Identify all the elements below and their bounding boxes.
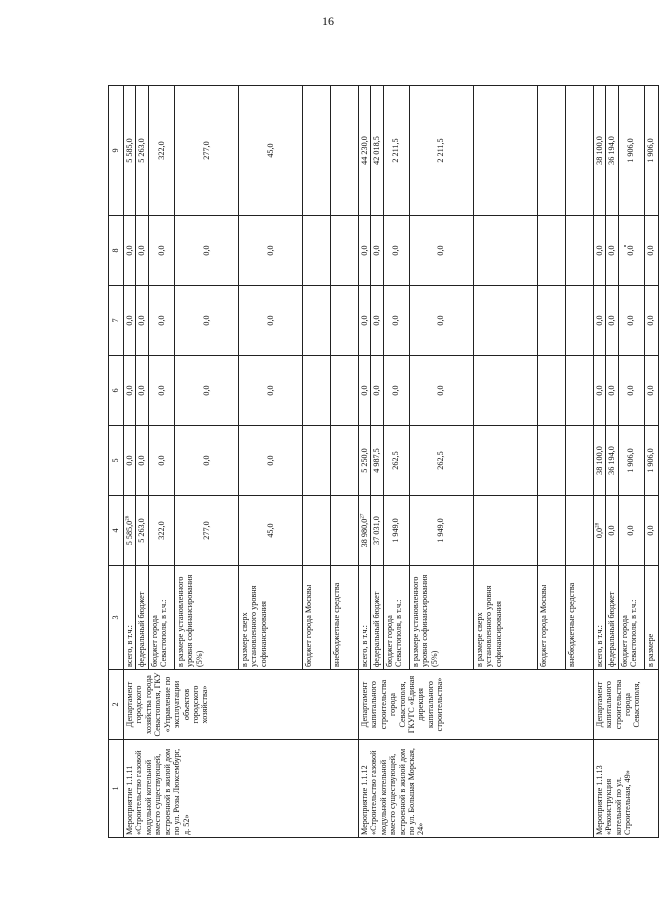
value-cell — [565, 356, 593, 426]
value-cell: 38 100,0 — [593, 86, 605, 216]
value-text: 1 949,0 — [436, 518, 446, 543]
value-cell: 1 906,0 — [644, 426, 658, 496]
activity-name: Мероприятие 1.1.13 «Реконструкция котельной по ул. Строительная, 49» — [593, 740, 658, 838]
funding-source: бюджет города Севастополя, в т.ч.: — [148, 566, 174, 670]
value-cell-total — [148, 496, 174, 566]
value-text: 0,0 — [626, 525, 636, 536]
value-cell: 0,0 — [593, 216, 605, 286]
footnote-marker: 26 — [125, 515, 131, 521]
value-cell-total — [371, 496, 383, 566]
funding-source: в размере сверх установленного уровня софинансирования — [238, 566, 302, 670]
value-cell: 0,0 — [238, 356, 302, 426]
scan-speck — [624, 245, 626, 247]
value-cell-total — [618, 496, 644, 566]
value-cell-total — [358, 496, 370, 566]
funding-table — [108, 85, 659, 838]
value-text: 5 585,0 — [125, 520, 134, 546]
value-cell: 44 230,0 — [358, 86, 370, 216]
value-cell: 0,0 — [136, 286, 148, 356]
value-cell: 0,0 — [644, 216, 658, 286]
value-cell: 0,0 — [136, 216, 148, 286]
value-cell-total — [473, 496, 537, 566]
value-text: 38 980,0 — [359, 518, 369, 548]
value-text: 0,0 — [607, 525, 617, 536]
value-cell-total — [330, 496, 358, 566]
value-cell: 2 211,5 — [383, 86, 409, 216]
column-number: 3 — [109, 566, 124, 670]
funding-source: всего, в т.ч.: — [124, 566, 136, 670]
value-cell: 0,0 — [358, 216, 370, 286]
value-cell — [330, 86, 358, 216]
value-cell: 42 018,5 — [371, 86, 383, 216]
column-number: 2 — [109, 670, 124, 740]
value-cell: 2 211,5 — [409, 86, 473, 216]
value-text: 322,0 — [156, 521, 166, 540]
value-cell: 0,0 — [174, 356, 238, 426]
value-cell: 0,0 — [124, 356, 136, 426]
value-cell-total — [174, 496, 238, 566]
value-cell: 262,5 — [383, 426, 409, 496]
value-cell: 0,0 — [383, 356, 409, 426]
funding-source: бюджет города Москвы — [537, 566, 565, 670]
responsible-executor: Департамент капитального строительства города Севастополя, ГКУГС «Единая дирекция капитального строительства» — [358, 670, 593, 740]
value-cell — [302, 86, 330, 216]
funding-source: в размере установленного уровня софинансирования (5%) — [174, 566, 238, 670]
funding-source: бюджет города Севастополя, в т.ч.: — [618, 566, 644, 670]
value-cell: 0,0 — [606, 286, 618, 356]
funding-source: в размере установленного уровня софинансирования (5%) — [409, 566, 473, 670]
table-body — [124, 86, 659, 838]
value-cell-total — [302, 496, 330, 566]
value-cell: 0,0 — [644, 356, 658, 426]
value-cell — [302, 216, 330, 286]
value-cell: 1 906,0 — [618, 426, 644, 496]
value-cell: 0,0 — [238, 286, 302, 356]
value-cell: 0,0 — [174, 216, 238, 286]
value-cell: 36 194,0 — [606, 86, 618, 216]
value-cell: 0,0 — [618, 356, 644, 426]
funding-source: в размере — [644, 566, 658, 670]
value-cell: 262,5 — [409, 426, 473, 496]
value-cell-total — [537, 496, 565, 566]
value-cell: 38 100,0 — [593, 426, 605, 496]
value-cell — [330, 286, 358, 356]
value-cell — [302, 356, 330, 426]
table-row — [358, 86, 370, 838]
value-cell: 0,0 — [593, 286, 605, 356]
value-cell: 0,0 — [136, 356, 148, 426]
value-text: 0,0 — [646, 525, 656, 536]
column-number: 9 — [109, 86, 124, 216]
value-cell — [537, 216, 565, 286]
value-text: 1 949,0 — [391, 518, 401, 543]
value-cell-total — [606, 496, 618, 566]
value-cell: 0,0 — [593, 356, 605, 426]
value-cell — [537, 86, 565, 216]
value-cell — [565, 216, 593, 286]
value-cell-total — [644, 496, 658, 566]
value-text: 45,0 — [265, 523, 275, 538]
value-cell: 277,0 — [174, 86, 238, 216]
value-cell — [473, 286, 537, 356]
value-cell — [473, 426, 537, 496]
value-cell-total — [593, 496, 605, 566]
value-cell-total — [136, 496, 148, 566]
column-number: 6 — [109, 356, 124, 426]
footnote-marker: 27 — [360, 513, 366, 519]
value-cell: 0,0 — [136, 426, 148, 496]
value-cell-total — [565, 496, 593, 566]
funding-source: в размере сверх установленного уровня софинансирования — [473, 566, 537, 670]
value-cell: 1 906,0 — [644, 86, 658, 216]
responsible-executor: Департамент капитального строительства города Севастополя, — [593, 670, 658, 740]
value-cell: 0,0 — [606, 356, 618, 426]
value-cell: 0,0 — [148, 216, 174, 286]
value-cell — [537, 356, 565, 426]
funding-source: бюджет города Севастополя, в т.ч.: — [383, 566, 409, 670]
value-cell: 0,0 — [124, 286, 136, 356]
value-cell — [330, 426, 358, 496]
value-cell — [473, 86, 537, 216]
value-cell — [330, 356, 358, 426]
value-cell-total — [124, 496, 136, 566]
value-cell — [537, 426, 565, 496]
value-cell — [565, 86, 593, 216]
table-row — [124, 86, 136, 838]
column-number: 7 — [109, 286, 124, 356]
funding-source: всего, в т.ч.: — [358, 566, 370, 670]
value-cell: 5 250,0 — [358, 426, 370, 496]
value-cell: 0,0 — [148, 426, 174, 496]
value-cell: 0,0 — [358, 286, 370, 356]
value-cell: 0,0 — [174, 286, 238, 356]
value-cell: 0,0 — [358, 356, 370, 426]
value-cell: 0,0 — [124, 216, 136, 286]
value-cell: 0,0 — [238, 426, 302, 496]
column-number: 1 — [109, 740, 124, 838]
value-cell: 0,0 — [383, 216, 409, 286]
value-cell — [330, 216, 358, 286]
column-number: 8 — [109, 216, 124, 286]
value-text: 277,0 — [201, 521, 211, 540]
value-cell: 0,0 — [606, 216, 618, 286]
value-cell: 0,0 — [644, 286, 658, 356]
value-cell: 0,0 — [371, 216, 383, 286]
value-cell: 0,0 — [409, 356, 473, 426]
value-cell: 36 194,0 — [606, 426, 618, 496]
rotated-table-container — [108, 86, 656, 838]
value-cell — [565, 426, 593, 496]
value-cell — [565, 286, 593, 356]
value-cell: 0,0 — [371, 286, 383, 356]
activity-name: Мероприятие 1.1.11 «Строительство газовой модульной котельной вместо существующей, встроенной в жилой дом по ул. Розы Люксембург, д. 52» — [124, 740, 359, 838]
funding-source: бюджет города Москвы — [302, 566, 330, 670]
column-number: 4 — [109, 496, 124, 566]
column-number-row — [109, 86, 124, 838]
value-cell-total — [409, 496, 473, 566]
value-cell — [302, 286, 330, 356]
value-cell: 0,0 — [618, 216, 644, 286]
funding-source: всего, в т.ч.: — [593, 566, 605, 670]
value-cell-total — [383, 496, 409, 566]
column-number: 5 — [109, 426, 124, 496]
funding-source: федеральный бюджет — [136, 566, 148, 670]
footnote-marker: 28 — [594, 522, 600, 528]
value-cell: 0,0 — [618, 286, 644, 356]
value-cell: 45,0 — [238, 86, 302, 216]
value-cell: 1 906,0 — [618, 86, 644, 216]
funding-source: федеральный бюджет — [606, 566, 618, 670]
value-cell — [473, 216, 537, 286]
value-cell: 0,0 — [371, 356, 383, 426]
table-row — [593, 86, 605, 838]
value-text: 5 263,0 — [137, 518, 147, 543]
value-cell — [473, 356, 537, 426]
value-cell: 0,0 — [124, 426, 136, 496]
value-cell: 322,0 — [148, 86, 174, 216]
value-cell: 5 263,0 — [136, 86, 148, 216]
value-cell: 0,0 — [409, 286, 473, 356]
value-cell — [302, 426, 330, 496]
value-cell: 0,0 — [174, 426, 238, 496]
funding-source: федеральный бюджет — [371, 566, 383, 670]
value-cell — [537, 286, 565, 356]
value-cell: 0,0 — [148, 356, 174, 426]
value-text: 37 031,0 — [372, 516, 382, 545]
value-cell-total — [238, 496, 302, 566]
activity-name: Мероприятие 1.1.12 «Строительство газовой модульной котельной вместо существующей, встроенной в жилой дом по ул. Большая Морская, 24» — [358, 740, 593, 838]
funding-source: внебюджетные средства — [565, 566, 593, 670]
value-cell: 0,0 — [383, 286, 409, 356]
funding-source: внебюджетные средства — [330, 566, 358, 670]
value-text: 0,0 — [594, 527, 604, 539]
page-number: 16 — [322, 14, 334, 28]
value-cell: 0,0 — [148, 286, 174, 356]
value-cell: 5 585,0 — [124, 86, 136, 216]
responsible-executor: Департамент городского хозяйства города Севастополя, ГКУ «Управление по эксплуатации объектов городского хозяйства» — [124, 670, 359, 740]
value-cell: 0,0 — [238, 216, 302, 286]
value-cell: 4 987,5 — [371, 426, 383, 496]
value-cell: 0,0 — [409, 216, 473, 286]
